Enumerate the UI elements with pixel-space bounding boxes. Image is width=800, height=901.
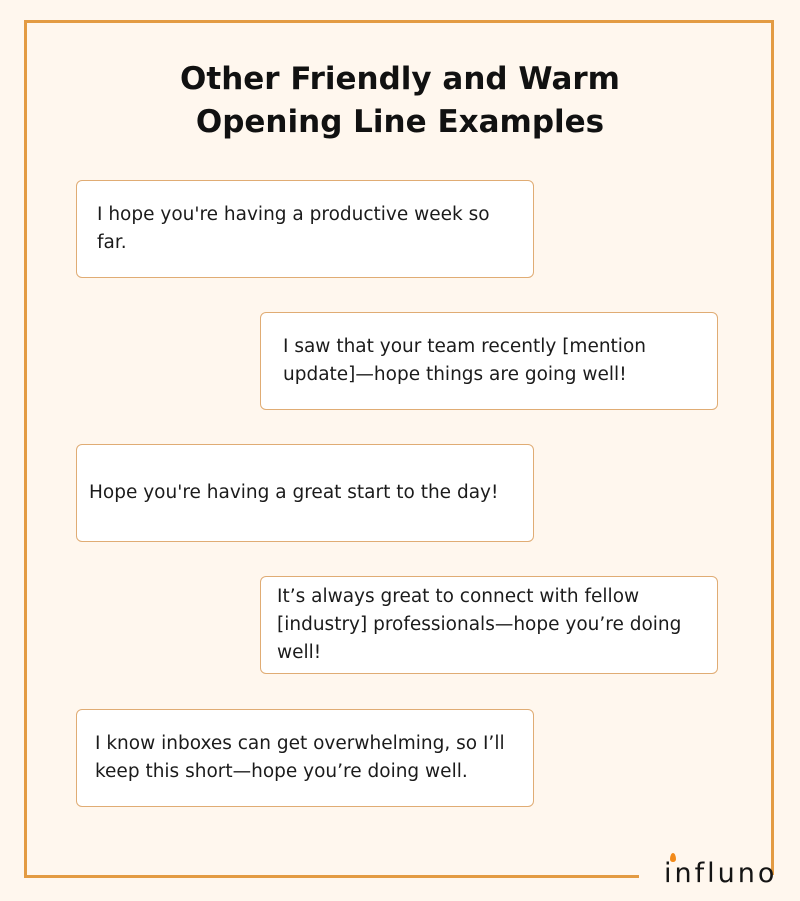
example-card-2: [260, 312, 718, 410]
frame-bottom-border: [24, 875, 639, 878]
example-text-3: Hope you're having a great start to the day!: [89, 482, 499, 503]
example-text-5: I know inboxes can get overwhelming, so I’ll keep this short—hope you’re doing well.: [95, 733, 505, 782]
example-card-3: [76, 444, 534, 542]
example-text-1: I hope you're having a productive week so far.: [97, 204, 490, 253]
brand-logo: influno: [664, 858, 778, 889]
example-text-2: I saw that your team recently [mention update]—hope things are going well!: [283, 336, 646, 385]
example-card-5: [76, 709, 534, 807]
example-card-4: [260, 576, 718, 674]
example-text-4: It’s always great to connect with fellow [industry] professionals—hope you’re doing well!: [277, 586, 682, 663]
example-card-1: [76, 180, 534, 278]
page-title: Other Friendly and Warm Opening Line Examples: [180, 61, 620, 140]
